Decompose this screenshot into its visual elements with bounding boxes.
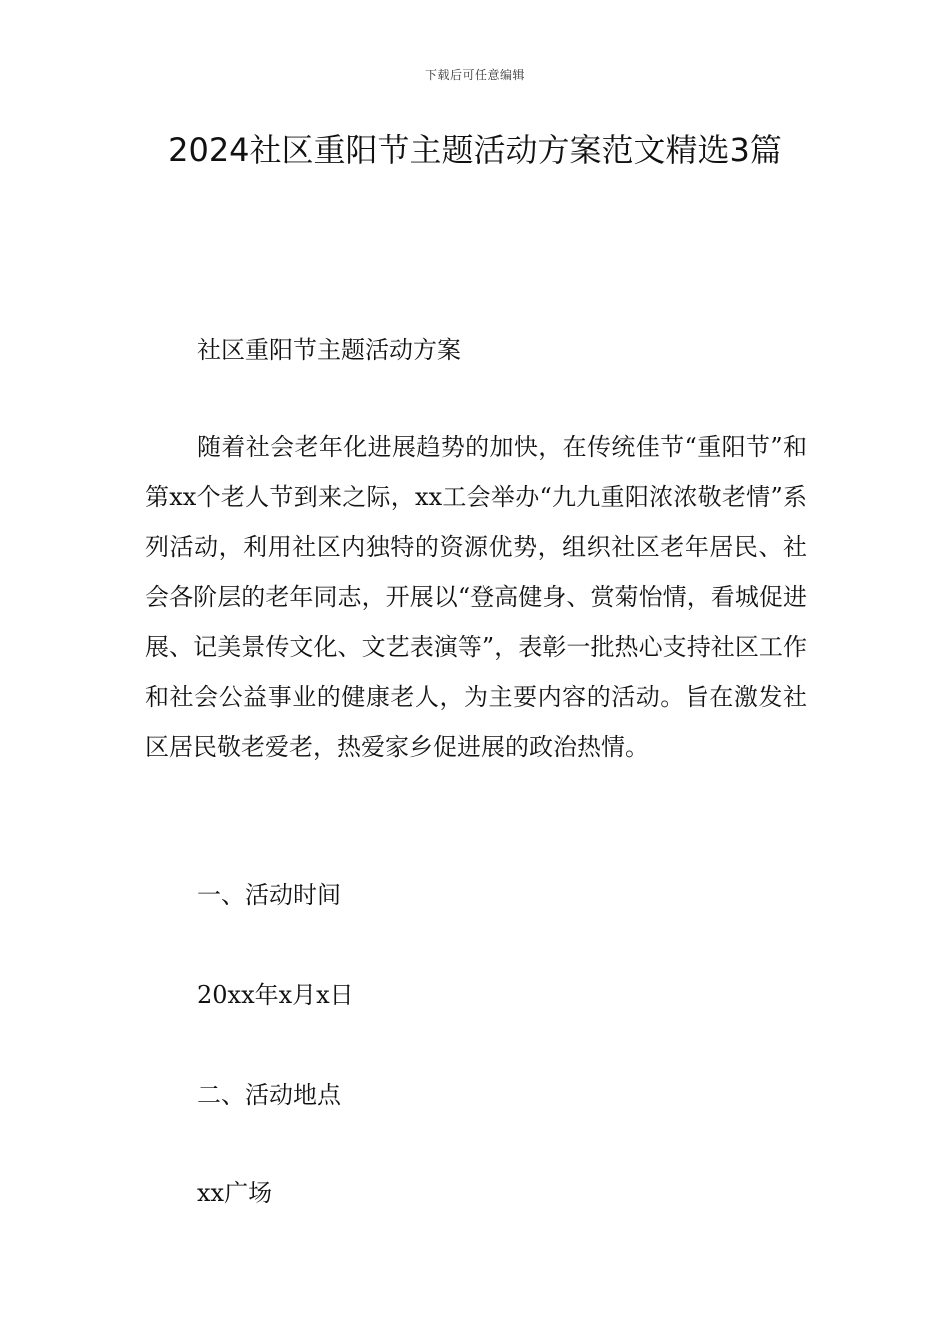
- section-content-time: 20xx年x月x日: [197, 981, 354, 1009]
- header-note: 下载后可任意编辑: [424, 68, 525, 82]
- document-subtitle: 社区重阳节主题活动方案: [197, 336, 461, 364]
- section-heading-time: 一、活动时间: [197, 881, 341, 909]
- section-heading-location: 二、活动地点: [197, 1081, 341, 1109]
- document-title: 2024社区重阳节主题活动方案范文精选3篇: [168, 131, 782, 169]
- intro-paragraph: 随着社会老年化进展趋势的加快，在传统佳节“重阳节”和第xx个老人节到来之际，xx工会举办“九九重阳浓浓敬老情”系列活动，利用社区内独特的资源优势，组织社区老年居民、社会各阶层的老年同志，开展以“登高健身、赏菊怡情，看城促进展、记美景传文化、文艺表演等”，表彰一批热心支持社区工作和社会公益事业的健康老人，为主要内容的活动。旨在激发社区居民敬老爱老，热爱家乡促进展的政治热情。: [145, 433, 807, 761]
- section-content-location: xx广场: [197, 1179, 273, 1207]
